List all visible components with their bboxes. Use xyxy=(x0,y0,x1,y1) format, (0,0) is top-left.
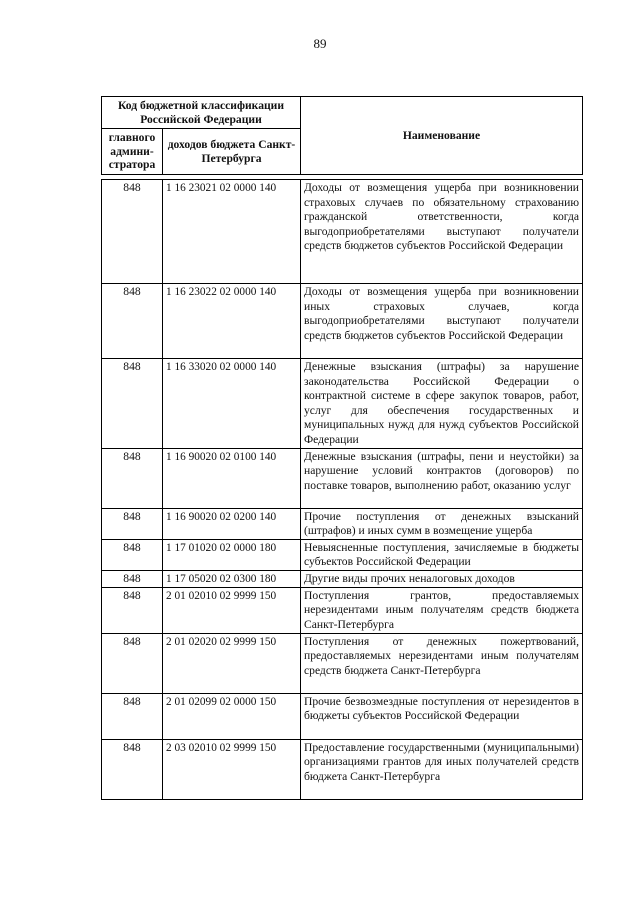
header-name-column: Наименование xyxy=(301,97,583,175)
income-code-cell: 2 01 02020 02 9999 150 xyxy=(163,633,301,693)
table-row xyxy=(102,539,583,570)
table-row xyxy=(102,284,583,359)
table-row xyxy=(102,633,583,693)
header-admin-column: главного админи-стратора xyxy=(102,129,163,175)
name-cell: Предоставление государственными (муниципальными) организациями грантов для иных получателей средств бюджета Санкт-Петербурга xyxy=(301,739,583,799)
header-group-title: Код бюджетной классификации Российской Федерации xyxy=(102,97,301,129)
admin-code-cell: 848 xyxy=(102,693,163,739)
admin-code-cell: 848 xyxy=(102,539,163,570)
page-number: 89 xyxy=(313,36,327,51)
name-cell: Другие виды прочих неналоговых доходов xyxy=(301,570,583,587)
table-row xyxy=(102,180,583,284)
income-code-cell: 1 17 05020 02 0300 180 xyxy=(163,570,301,587)
table-header xyxy=(101,96,583,175)
name-cell: Денежные взыскания (штрафы) за нарушение законодательства Российской Федерации о контрактной системе в сфере закупок товаров, работ, услуг для обеспечения государственных и муниципальных нужд для нужд субъектов Российской Федерации xyxy=(301,359,583,449)
admin-code-cell: 848 xyxy=(102,633,163,693)
income-code-cell: 1 16 23022 02 0000 140 xyxy=(163,284,301,359)
income-code-cell: 1 16 90020 02 0100 140 xyxy=(163,448,301,508)
admin-code-cell: 848 xyxy=(102,180,163,284)
income-code-cell: 1 16 23021 02 0000 140 xyxy=(163,180,301,284)
income-code-cell: 2 01 02010 02 9999 150 xyxy=(163,587,301,633)
table-row xyxy=(102,508,583,539)
admin-code-cell: 848 xyxy=(102,739,163,799)
table-row xyxy=(102,693,583,739)
name-cell: Поступления грантов, предоставляемых нерезидентами иным получателям средств бюджета Санкт-Петербурга xyxy=(301,587,583,633)
table-row xyxy=(102,587,583,633)
income-code-cell: 1 16 90020 02 0200 140 xyxy=(163,508,301,539)
name-cell: Поступления от денежных пожертвований, предоставляемых нерезидентами иным получателям средств бюджета Санкт-Петербурга xyxy=(301,633,583,693)
admin-code-cell: 848 xyxy=(102,587,163,633)
table-row xyxy=(102,359,583,449)
budget-code-table xyxy=(101,179,583,800)
table-row xyxy=(102,448,583,508)
table-row xyxy=(102,570,583,587)
income-code-cell: 2 01 02099 02 0000 150 xyxy=(163,693,301,739)
income-code-cell: 1 16 33020 02 0000 140 xyxy=(163,359,301,449)
admin-code-cell: 848 xyxy=(102,359,163,449)
header-income-column: доходов бюджета Санкт-Петербурга xyxy=(163,129,301,175)
income-code-cell: 1 17 01020 02 0000 180 xyxy=(163,539,301,570)
name-cell: Невыясненные поступления, зачисляемые в бюджеты субъектов Российской Федерации xyxy=(301,539,583,570)
table-row xyxy=(102,739,583,799)
name-cell: Прочие безвозмездные поступления от нерезидентов в бюджеты субъектов Российской Федерации xyxy=(301,693,583,739)
name-cell: Денежные взыскания (штрафы, пени и неустойки) за нарушение условий контрактов (договоров) по поставке товаров, выполнению работ, оказанию услуг xyxy=(301,448,583,508)
income-code-cell: 2 03 02010 02 9999 150 xyxy=(163,739,301,799)
name-cell: Прочие поступления от денежных взысканий (штрафов) и иных сумм в возмещение ущерба xyxy=(301,508,583,539)
admin-code-cell: 848 xyxy=(102,508,163,539)
admin-code-cell: 848 xyxy=(102,448,163,508)
admin-code-cell: 848 xyxy=(102,284,163,359)
admin-code-cell: 848 xyxy=(102,570,163,587)
name-cell: Доходы от возмещения ущерба при возникновении страховых случаев по обязательному страхованию гражданской ответственности, когда выгодоприобретателями выступают получатели средств бюджетов субъектов Российской Федерации xyxy=(301,180,583,284)
name-cell: Доходы от возмещения ущерба при возникновении иных страховых случаев, когда выгодоприобретателями выступают получатели средств бюджетов субъектов Российской Федерации xyxy=(301,284,583,359)
